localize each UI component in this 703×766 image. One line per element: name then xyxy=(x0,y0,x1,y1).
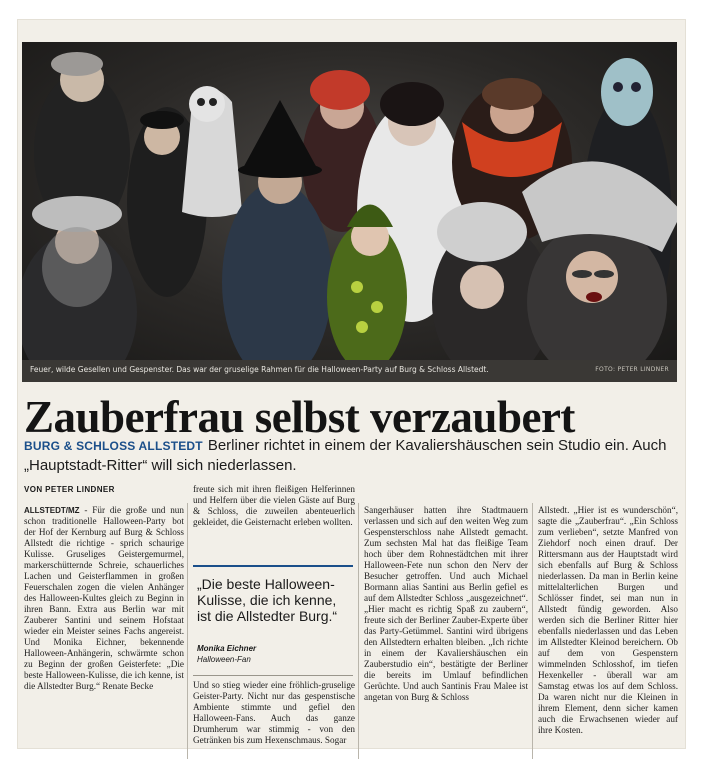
column-1-text: - Für die große und nun schon traditionelle Halloween-Party bot der Hof der Kernburg auf Burg & Schloss Allstedt die richtige - sprich schaurige Kulisse. Gruseliges Geistergemurmel, markerschütternde Schreie, schauerliches Lachen und Geisterflammen in großen Feuerschalen zogen die vielen Anhänger des Halloween-Kultes gleich zu Beginn in ihren Bann. Extra aus Berlin war mit Zauberer Santini und seinem Hofstaat wieder ein Meister seines Fachs angereist. Und Monika Eichner, bekennende Halloween-Anhängerin, schwärmte schon zu Beginn der großen Geisterfete: „Die beste Halloween-Kulisse, die ich kenne, ist die Allstedter Burg.“ Renate Becke xyxy=(24,505,184,691)
photo-credit: FOTO: PETER LINDNER xyxy=(595,366,669,373)
column-divider xyxy=(358,503,359,759)
photo-caption: Feuer, wilde Gesellen und Gespenster. Das war der gruselige Rahmen für die Halloween-Party auf Burg & Schloss Allstedt. xyxy=(30,365,489,374)
article-column-4 xyxy=(538,505,678,736)
photo-caption-bar xyxy=(22,360,677,382)
column-2-top-text: freute sich mit ihren fleißigen Helferinnen und Helfern über die vielen Gäste auf Burg & Schloss, die zuweilen abenteuerlich gekleidet, die Geisternacht erleben wollten. xyxy=(193,484,355,527)
article-kicker: BURG & SCHLOSS ALLSTEDT xyxy=(24,439,203,453)
pull-quote-author: Monika Eichner xyxy=(197,644,257,653)
article-subheadline: Berliner richtet in einem der Kavaliershäuschen sein Studio ein. Auch „Hauptstadt-Ritter“ will sich niederlassen. xyxy=(24,437,667,474)
article-column-2-bottom xyxy=(193,680,355,746)
column-2-bottom-text: Und so stieg wieder eine fröhlich-gruselige Geister-Party. Nicht nur das gespenstische Ambiente stimmte und gefiel den Halloween-Fans. Auch das ganze Drumherum war stimmig - von den Getränken bis zum Hexenschmaus. Sogar xyxy=(193,680,355,745)
pull-quote-text: „Die beste Halloween-Kulisse, die ich kenne, ist die Allstedter Burg.“ xyxy=(197,576,338,624)
pull-quote xyxy=(193,565,353,676)
article-headline: Zauberfrau selbst verzaubert xyxy=(24,392,575,442)
column-divider xyxy=(532,503,533,759)
column-4-text: Allstedt. „Hier ist es wunderschön“, sagte die „Zauberfrau“. „Ein Schloss zum verlieben“, setzte Manfred von Ziehdorf noch einen drauf. Der Rittersmann aus der Hauptstadt wird sich ebenfalls auf Burg & Schloss niederlassen. Da man in Berlin keine mittelalterlichen Burgen und Schlösser findet, sei man nun in Allstedt fündig geworden. Also werden sich die Berliner Ritter hier ebenfalls niederlassen und das Leben im Allstedter Kleinod bereichern. Ob auf dem von Gespenstern wimmelnden Schlosshof, im tiefen Hexenkeller - überall war am Samstag etwas los auf dem Schloss. Da waren nicht nur die Kleinen in ihrem Element, denn sicher kamen auch die Erwachsenen wieder auf ihre Kosten. xyxy=(538,505,678,735)
article-column-3 xyxy=(364,505,528,703)
pull-quote-role: Halloween-Fan xyxy=(197,655,251,664)
dateline: ALLSTEDT/MZ xyxy=(24,506,80,515)
column-divider xyxy=(187,503,188,759)
halloween-party-photo xyxy=(22,42,677,360)
column-3-text: Sangerhäuser hatten ihre Stadtmauern verlassen und sich auf den weiten Weg zum Gespensterschloss nahe Allstedt gemacht. Zum sechsten Mal hat das fleißige Team hoch über dem Rohnestädtchen mit ihrer Halloween-Fete nun schon den Nerv der Besucher getroffen. Und auch Michael Bormann alias Santini aus Berlin gefiel es auf dem Allstedter Schloss „ausgezeichnet“. „Hier macht es richtig Spaß zu zaubern“, freute sich der Berliner Zauber-Experte über das Party-Getümmel. Santini wird übrigens den Allstedtern erhalten bleiben. „Ich richte in einem der Kavaliershäuschen ein Zauberstudio ein“, bestätigte der Berliner die bereits im Umlauf befindlichen Gerüchte. Und auch Santinis Frau Malee ist angetan von Burg & Schloss xyxy=(364,505,528,702)
article-byline: VON PETER LINDNER xyxy=(24,485,115,494)
article-column-1 xyxy=(24,505,184,692)
photo-illustration xyxy=(22,42,677,360)
article-deck xyxy=(24,436,674,475)
newspaper-clipping xyxy=(18,20,685,748)
